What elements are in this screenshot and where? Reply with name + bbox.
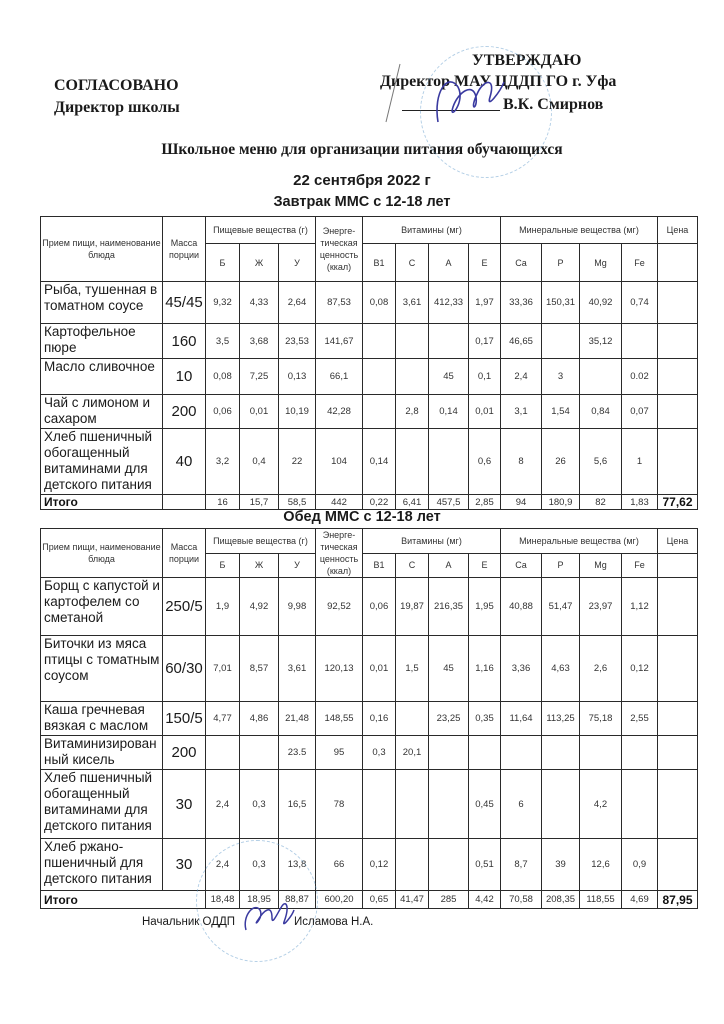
cell-p [542, 736, 580, 770]
cell-fe [622, 770, 658, 839]
cell-price [658, 324, 698, 359]
header-e: E [469, 553, 501, 578]
mass: 45/45 [163, 282, 206, 324]
total-e: 4,42 [469, 891, 501, 909]
total-fe: 1,83 [622, 495, 658, 510]
dish-name: Хлеб пшеничный обогащенный витаминами для детского питания [41, 429, 163, 495]
header-p: P [542, 553, 580, 578]
cell-b: 7,01 [206, 636, 240, 702]
cell-kcal: 104 [316, 429, 363, 495]
cell-p: 51,47 [542, 578, 580, 636]
approved-position: Директор МАУ ЦДДП ГО г. Уфа [380, 73, 617, 90]
cell-c: 19,87 [396, 578, 429, 636]
footer-name: Исламова Н.А. [294, 916, 374, 928]
cell-price [658, 429, 698, 495]
cell-kcal: 92,52 [316, 578, 363, 636]
dish-name: Картофельное пюре [41, 324, 163, 359]
cell-price [658, 736, 698, 770]
cell-u: 0,13 [279, 359, 316, 395]
header-price: Цена [658, 217, 698, 244]
cell-b: 0,06 [206, 395, 240, 429]
cell-c [396, 839, 429, 891]
cell-mg: 75,18 [580, 702, 622, 736]
cell-mg: 40,92 [580, 282, 622, 324]
breakfast-table [40, 216, 698, 510]
total-b1: 0,65 [363, 891, 396, 909]
total-price: 87,95 [658, 891, 698, 909]
cell-zh: 0,3 [240, 770, 279, 839]
cell-fe: 0,07 [622, 395, 658, 429]
cell-mg: 12,6 [580, 839, 622, 891]
cell-b1 [363, 395, 396, 429]
table-row [41, 324, 698, 359]
total-label: Итого [41, 495, 163, 510]
cell-p: 3 [542, 359, 580, 395]
cell-fe [622, 324, 658, 359]
cell-u: 10,19 [279, 395, 316, 429]
total-b: 16 [206, 495, 240, 510]
cell-p: 26 [542, 429, 580, 495]
document-date: 22 сентября 2022 г [293, 172, 431, 189]
cell-u: 16,5 [279, 770, 316, 839]
cell-price [658, 770, 698, 839]
cell-u: 23,53 [279, 324, 316, 359]
cell-u: 13,8 [279, 839, 316, 891]
header-nutrients: Пищевые вещества (г) [206, 217, 316, 244]
cell-mg: 23,97 [580, 578, 622, 636]
cell-zh: 4,33 [240, 282, 279, 324]
cell-e: 0,17 [469, 324, 501, 359]
total-zh: 18,95 [240, 891, 279, 909]
cell-ca: 11,64 [501, 702, 542, 736]
header-c: C [396, 553, 429, 578]
header-zh: Ж [240, 244, 279, 282]
total-zh: 15,7 [240, 495, 279, 510]
cell-fe: 2,55 [622, 702, 658, 736]
total-p: 180,9 [542, 495, 580, 510]
cell-c [396, 324, 429, 359]
mass: 10 [163, 359, 206, 395]
table-row [41, 736, 698, 770]
header-zh: Ж [240, 553, 279, 578]
total-kcal: 442 [316, 495, 363, 510]
cell-mg [580, 736, 622, 770]
cell-price [658, 395, 698, 429]
header-dish: Прием пищи, наименование блюда [41, 529, 163, 578]
cell-p: 4,63 [542, 636, 580, 702]
header-e: E [469, 244, 501, 282]
header-ca: Ca [501, 553, 542, 578]
dish-name: Биточки из мяса птицы с томатным соусом [41, 636, 163, 702]
cell-kcal: 120,13 [316, 636, 363, 702]
cell-a [429, 839, 469, 891]
cell-a: 216,35 [429, 578, 469, 636]
mass: 60/30 [163, 636, 206, 702]
cell-ca: 3,1 [501, 395, 542, 429]
table-row [41, 578, 698, 636]
total-a: 457,5 [429, 495, 469, 510]
cell-zh [240, 736, 279, 770]
cell-a [429, 736, 469, 770]
cell-c [396, 702, 429, 736]
total-b: 18,48 [206, 891, 240, 909]
dish-name: Хлеб ржано-пшеничный для детского питания [41, 839, 163, 891]
total-u: 58,5 [279, 495, 316, 510]
cell-mg: 0,84 [580, 395, 622, 429]
header-mg: Mg [580, 553, 622, 578]
cell-b1: 0,12 [363, 839, 396, 891]
cell-fe [622, 736, 658, 770]
total-row [41, 891, 698, 909]
cell-ca: 8,7 [501, 839, 542, 891]
cell-zh: 3,68 [240, 324, 279, 359]
cell-fe: 0,9 [622, 839, 658, 891]
signature-line [402, 110, 500, 111]
cell-kcal: 42,28 [316, 395, 363, 429]
cell-p [542, 770, 580, 839]
cell-a: 23,25 [429, 702, 469, 736]
dish-name: Рыба, тушенная в томатном соусе [41, 282, 163, 324]
header-u: У [279, 553, 316, 578]
mass: 200 [163, 736, 206, 770]
table-row [41, 429, 698, 495]
total-b1: 0,22 [363, 495, 396, 510]
header-energy: Энерге-тическая ценность (ккал) [316, 529, 363, 578]
cell-u: 22 [279, 429, 316, 495]
cell-ca: 40,88 [501, 578, 542, 636]
cell-price [658, 839, 698, 891]
agreed-title: СОГЛАСОВАНО [54, 77, 179, 94]
cell-b1: 0,08 [363, 282, 396, 324]
header-mass: Масса порции [163, 529, 206, 578]
cell-b: 3,2 [206, 429, 240, 495]
total-ca: 70,58 [501, 891, 542, 909]
cell-zh: 4,92 [240, 578, 279, 636]
cell-price [658, 702, 698, 736]
cell-e: 0,01 [469, 395, 501, 429]
cell-b: 9,32 [206, 282, 240, 324]
cell-e: 0,6 [469, 429, 501, 495]
cell-price [658, 636, 698, 702]
dish-name: Масло сливочное [41, 359, 163, 395]
header-fe: Fe [622, 244, 658, 282]
header-vitamins: Витамины (мг) [363, 217, 501, 244]
cell-ca: 3,36 [501, 636, 542, 702]
cell-u: 2,64 [279, 282, 316, 324]
header-nutrients: Пищевые вещества (г) [206, 529, 316, 554]
cell-b1: 0,16 [363, 702, 396, 736]
mass: 200 [163, 395, 206, 429]
cell-kcal: 141,67 [316, 324, 363, 359]
cell-u: 21,48 [279, 702, 316, 736]
lunch-table [40, 528, 698, 909]
cell-u: 3,61 [279, 636, 316, 702]
header-price: Цена [658, 529, 698, 554]
cell-e: 0,1 [469, 359, 501, 395]
cell-zh: 8,57 [240, 636, 279, 702]
cell-fe: 1 [622, 429, 658, 495]
table-row [41, 395, 698, 429]
header-b: Б [206, 244, 240, 282]
cell-b: 2,4 [206, 839, 240, 891]
cell-a: 45 [429, 636, 469, 702]
dish-name: Борщ с капустой и картофелем со сметаной [41, 578, 163, 636]
cell-p [542, 324, 580, 359]
cell-a [429, 429, 469, 495]
cell-c: 2,8 [396, 395, 429, 429]
total-price: 77,62 [658, 495, 698, 510]
cell-u: 23.5 [279, 736, 316, 770]
header-mass: Масса порции [163, 217, 206, 282]
cell-price [658, 359, 698, 395]
cell-kcal: 148,55 [316, 702, 363, 736]
cell-zh: 4,86 [240, 702, 279, 736]
cell-b1 [363, 770, 396, 839]
approved-title: УТВЕРЖДАЮ [472, 52, 582, 69]
cell-a: 412,33 [429, 282, 469, 324]
header-price-blank [658, 553, 698, 578]
header-dish: Прием пищи, наименование блюда [41, 217, 163, 282]
cell-zh: 0,01 [240, 395, 279, 429]
cell-ca: 8 [501, 429, 542, 495]
header-fe: Fe [622, 553, 658, 578]
total-c: 41,47 [396, 891, 429, 909]
cell-a [429, 770, 469, 839]
mass: 30 [163, 839, 206, 891]
cell-fe: 1,12 [622, 578, 658, 636]
cell-b: 2,4 [206, 770, 240, 839]
header-b1: B1 [363, 553, 396, 578]
cell-a [429, 324, 469, 359]
cell-ca: 33,36 [501, 282, 542, 324]
total-mg: 82 [580, 495, 622, 510]
agreed-position: Директор школы [54, 99, 180, 116]
mass: 40 [163, 429, 206, 495]
cell-e: 0,45 [469, 770, 501, 839]
header-price-blank [658, 244, 698, 282]
cell-ca: 6 [501, 770, 542, 839]
cell-b: 3,5 [206, 324, 240, 359]
cell-b1: 0,01 [363, 636, 396, 702]
cell-mg: 35,12 [580, 324, 622, 359]
total-mass [163, 495, 206, 510]
cell-b1: 0,14 [363, 429, 396, 495]
breakfast-title: Завтрак ММС с 12-18 лет [273, 194, 451, 210]
dish-name: Чай с лимоном и сахаром [41, 395, 163, 429]
cell-ca: 46,65 [501, 324, 542, 359]
table-row [41, 702, 698, 736]
header-energy: Энерге-тическая ценность (ккал) [316, 217, 363, 282]
footer-position: Начальник ОДДП [142, 916, 236, 928]
cell-e: 0,51 [469, 839, 501, 891]
table-row [41, 359, 698, 395]
total-c: 6,41 [396, 495, 429, 510]
cell-e: 0,35 [469, 702, 501, 736]
cell-c [396, 770, 429, 839]
cell-a: 0,14 [429, 395, 469, 429]
total-u: 88,87 [279, 891, 316, 909]
cell-e [469, 736, 501, 770]
header-vitamins: Витамины (мг) [363, 529, 501, 554]
total-kcal: 600,20 [316, 891, 363, 909]
header-p: P [542, 244, 580, 282]
table-row [41, 636, 698, 702]
header-ca: Ca [501, 244, 542, 282]
total-label: Итого [41, 891, 206, 909]
cell-mg: 5,6 [580, 429, 622, 495]
cell-b1: 0,3 [363, 736, 396, 770]
cell-b [206, 736, 240, 770]
total-p: 208,35 [542, 891, 580, 909]
cell-mg: 4,2 [580, 770, 622, 839]
cell-fe: 0,74 [622, 282, 658, 324]
cell-u: 9,98 [279, 578, 316, 636]
table-row [41, 282, 698, 324]
cell-fe: 0,12 [622, 636, 658, 702]
cell-a: 45 [429, 359, 469, 395]
cell-b1: 0,06 [363, 578, 396, 636]
header-b: Б [206, 553, 240, 578]
cell-b: 1,9 [206, 578, 240, 636]
header-a: A [429, 553, 469, 578]
total-ca: 94 [501, 495, 542, 510]
lunch-title: Обед ММС с 12-18 лет [283, 509, 441, 525]
cell-p: 39 [542, 839, 580, 891]
cell-c [396, 429, 429, 495]
cell-c: 3,61 [396, 282, 429, 324]
cell-c: 1,5 [396, 636, 429, 702]
cell-c: 20,1 [396, 736, 429, 770]
cell-b: 0,08 [206, 359, 240, 395]
header-minerals: Минеральные вещества (мг) [501, 529, 658, 554]
mass: 250/5 [163, 578, 206, 636]
cell-ca: 2,4 [501, 359, 542, 395]
total-fe: 4,69 [622, 891, 658, 909]
total-row [41, 495, 698, 510]
cell-e: 1,95 [469, 578, 501, 636]
cell-kcal: 95 [316, 736, 363, 770]
dish-name: Хлеб пшеничный обогащенный витаминами для детского питания [41, 770, 163, 839]
cell-e: 1,16 [469, 636, 501, 702]
cell-kcal: 66 [316, 839, 363, 891]
cell-kcal: 78 [316, 770, 363, 839]
table-row [41, 770, 698, 839]
cell-c [396, 359, 429, 395]
cell-zh: 0,3 [240, 839, 279, 891]
cell-e: 1,97 [469, 282, 501, 324]
dish-name: Каша гречневая вязкая с маслом [41, 702, 163, 736]
dish-name: Витаминизирован ный кисель [41, 736, 163, 770]
cell-b: 4,77 [206, 702, 240, 736]
total-a: 285 [429, 891, 469, 909]
header-a: A [429, 244, 469, 282]
total-e: 2,85 [469, 495, 501, 510]
header-u: У [279, 244, 316, 282]
cell-zh: 0,4 [240, 429, 279, 495]
header-c: C [396, 244, 429, 282]
cell-p: 1,54 [542, 395, 580, 429]
document-title: Школьное меню для организации питания обучающихся [161, 141, 563, 158]
total-mg: 118,55 [580, 891, 622, 909]
table-row [41, 839, 698, 891]
cell-kcal: 66,1 [316, 359, 363, 395]
cell-mg [580, 359, 622, 395]
cell-zh: 7,25 [240, 359, 279, 395]
approved-name: В.К. Смирнов [503, 96, 604, 113]
cell-kcal: 87,53 [316, 282, 363, 324]
header-minerals: Минеральные вещества (мг) [501, 217, 658, 244]
cell-ca [501, 736, 542, 770]
cell-b1 [363, 359, 396, 395]
mass: 30 [163, 770, 206, 839]
mass: 150/5 [163, 702, 206, 736]
cell-mg: 2,6 [580, 636, 622, 702]
mass: 160 [163, 324, 206, 359]
header-b1: B1 [363, 244, 396, 282]
cell-price [658, 578, 698, 636]
header-mg: Mg [580, 244, 622, 282]
cell-p: 150,31 [542, 282, 580, 324]
cell-b1 [363, 324, 396, 359]
cell-price [658, 282, 698, 324]
cell-p: 113,25 [542, 702, 580, 736]
cell-fe: 0.02 [622, 359, 658, 395]
